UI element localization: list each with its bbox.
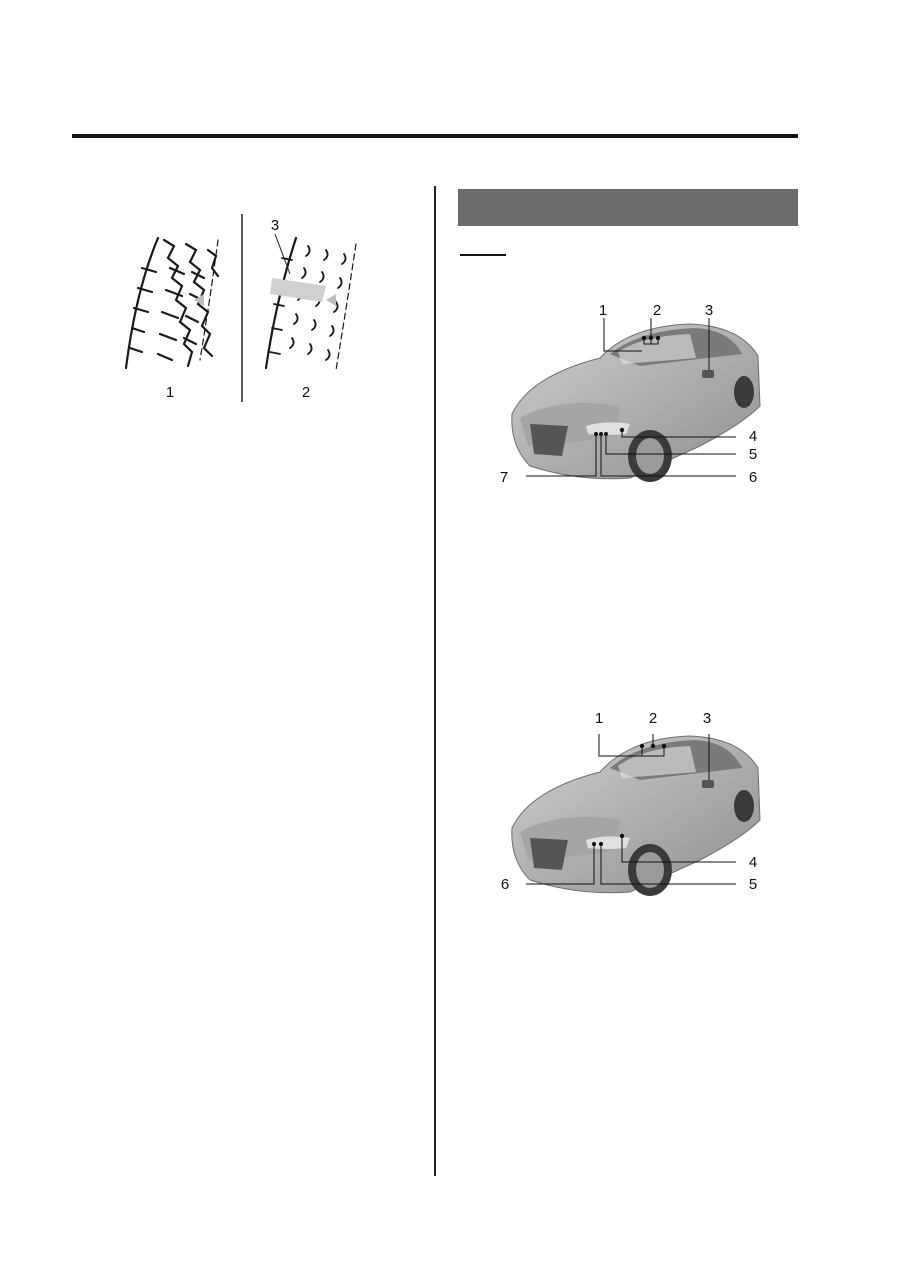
tread-label-worn: 2 — [301, 384, 311, 401]
car2-callout-5: 5 — [748, 876, 758, 893]
car-illustration-1 — [490, 296, 770, 496]
car1-callout-2: 2 — [652, 302, 662, 319]
car1-callout-6: 6 — [748, 469, 758, 486]
car2-callout-3: 3 — [702, 710, 712, 727]
section-heading-bar — [458, 189, 798, 226]
tread-wear-figure — [100, 210, 420, 410]
car1-callout-5: 5 — [748, 446, 758, 463]
car2-callout-4: 4 — [748, 854, 758, 871]
wear-indicator-marker-worn — [326, 294, 336, 306]
car1-callout-3: 3 — [704, 302, 714, 319]
car2-callout-1: 1 — [594, 710, 604, 727]
tread-illustration — [100, 210, 420, 410]
car1-callout-7: 7 — [499, 469, 509, 486]
column-divider — [434, 186, 436, 1176]
header-rule — [72, 134, 798, 138]
car-figure-2 — [490, 716, 770, 916]
new-tread-pattern — [126, 238, 218, 368]
subheading-rule — [460, 254, 506, 256]
tread-label-indicator: 3 — [270, 217, 280, 234]
car2-callout-2: 2 — [648, 710, 658, 727]
indicator-leader-line — [275, 234, 290, 274]
car-figure-1 — [490, 296, 770, 496]
car2-callout-6: 6 — [500, 876, 510, 893]
car-illustration-2 — [490, 716, 770, 916]
tread-label-new: 1 — [165, 384, 175, 401]
car1-callout-4: 4 — [748, 428, 758, 445]
worn-tread-pattern — [266, 238, 356, 370]
car1-callout-1: 1 — [598, 302, 608, 319]
